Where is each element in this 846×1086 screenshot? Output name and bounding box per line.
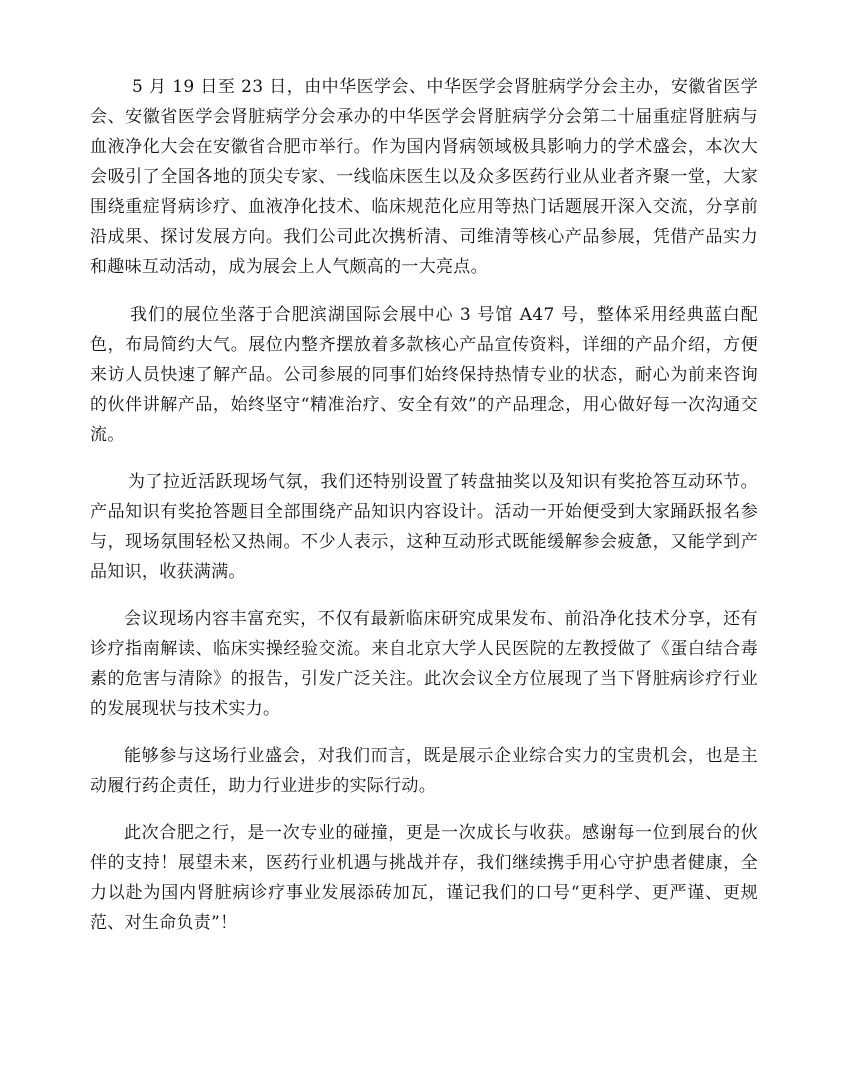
paragraph-booth-description: 我们的展位坐落于合肥滨湖国际会展中心 3 号馆 A47 号，整体采用经典蓝白配色，布局简约大气。展位内整齐摆放着多款核心产品宣传资料，详细的产品介绍，方便来访人员快速了解产品。公司参展的同事们始终保持热情专业的状态，耐心为前来咨询的伙伴讲解产品，始终坚守“精准治疗、安全有效”的产品理念，用心做好每一次沟通交流。: [90, 305, 758, 445]
paragraph-closing: 此次合肥之行，是一次专业的碰撞，更是一次成长与收获。感谢每一位到展台的伙伴的支持！展望未来，医药行业机遇与挑战并存，我们继续携手用心守护患者健康，全力以赴为国内肾脏病诊疗事业发展添砖加瓦，谨记我们的口号“更科学、更严谨、更规范、对生命负责”！: [90, 823, 758, 933]
document-body: [90, 72, 758, 955]
paragraph-significance: 能够参与这场行业盛会，对我们而言，既是展示企业综合实力的宝贵机会，也是主动履行药企责任，助力行业进步的实际行动。: [90, 746, 758, 796]
paragraph-interactive-activities: 为了拉近活跃现场气氛，我们还特别设置了转盘抽奖以及知识有奖抢答互动环节。产品知识有奖抢答题目全部围绕产品知识内容设计。活动一开始便受到大家踊跃报名参与，现场氛围轻松又热闹。不少人表示，这种互动形式既能缓解参会疲惫，又能学到产品知识，收获满满。: [90, 472, 758, 582]
paragraph-conference-intro: 5 月 19 日至 23 日，由中华医学会、中华医学会肾脏病学分会主办，安徽省医学会、安徽省医学会肾脏病学分会承办的中华医学会肾脏病学分会第二十届重症肾脏病与血液净化大会在安徽省合肥市举行。作为国内肾病领域极具影响力的学术盛会，本次大会吸引了全国各地的顶尖专家、一线临床医生以及众多医药行业从业者齐聚一堂，大家围绕重症肾病诊疗、血液净化技术、临床规范化应用等热门话题展开深入交流，分享前沿成果、探讨发展方向。我们公司此次携析清、司维清等核心产品参展，凭借产品实力和趣味互动活动，成为展会上人气颇高的一大亮点。: [90, 77, 758, 277]
paragraph-conference-content: 会议现场内容丰富充实，不仅有最新临床研究成果发布、前沿净化技术分享，还有诊疗指南解读、临床实操经验交流。来自北京大学人民医院的左教授做了《蛋白结合毒素的危害与清除》的报告，引发广泛关注。此次会议全方位展现了当下肾脏病诊疗行业的发展现状与技术实力。: [90, 609, 758, 719]
